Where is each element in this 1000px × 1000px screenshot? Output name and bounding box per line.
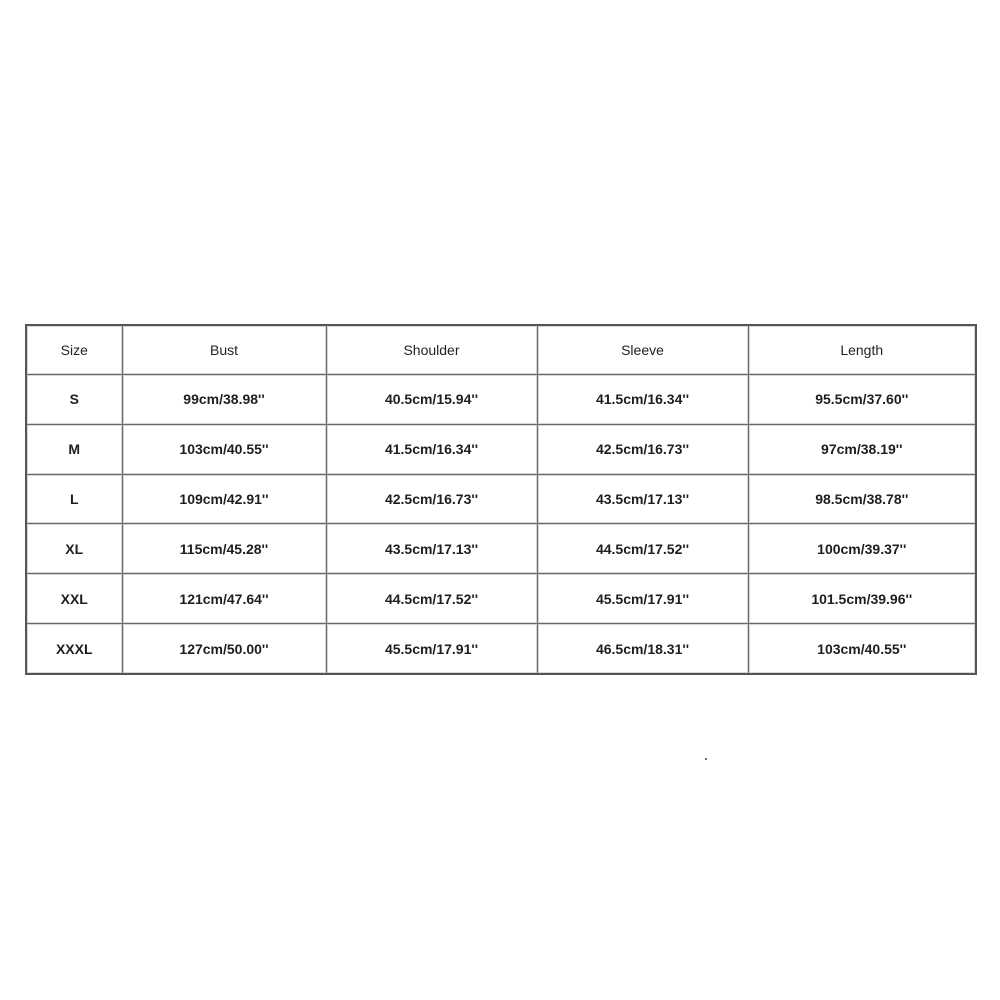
cell-sleeve: 46.5cm/18.31'' — [537, 624, 748, 674]
table-row — [26, 375, 976, 425]
cell-length: 101.5cm/39.96'' — [748, 574, 976, 624]
cell-size: L — [26, 474, 122, 524]
cell-bust: 109cm/42.91'' — [122, 474, 326, 524]
cell-bust: 115cm/45.28'' — [122, 524, 326, 574]
cell-bust: 99cm/38.98'' — [122, 375, 326, 425]
cell-sleeve: 42.5cm/16.73'' — [537, 424, 748, 474]
header-shoulder: Shoulder — [326, 325, 537, 375]
cell-size: XL — [26, 524, 122, 574]
cell-sleeve: 41.5cm/16.34'' — [537, 375, 748, 425]
table-row — [26, 474, 976, 524]
header-bust: Bust — [122, 325, 326, 375]
header-length: Length — [748, 325, 976, 375]
cell-length: 97cm/38.19'' — [748, 424, 976, 474]
cell-size: XXL — [26, 574, 122, 624]
cell-length: 100cm/39.37'' — [748, 524, 976, 574]
cell-size: M — [26, 424, 122, 474]
header-sleeve: Sleeve — [537, 325, 748, 375]
cell-size: S — [26, 375, 122, 425]
table-row — [26, 574, 976, 624]
cell-length: 98.5cm/38.78'' — [748, 474, 976, 524]
cell-shoulder: 43.5cm/17.13'' — [326, 524, 537, 574]
table-row — [26, 424, 976, 474]
cell-size: XXXL — [26, 624, 122, 674]
cell-bust: 127cm/50.00'' — [122, 624, 326, 674]
stray-dot — [705, 758, 707, 760]
cell-shoulder: 40.5cm/15.94'' — [326, 375, 537, 425]
cell-sleeve: 44.5cm/17.52'' — [537, 524, 748, 574]
size-chart-table — [25, 324, 977, 675]
cell-sleeve: 43.5cm/17.13'' — [537, 474, 748, 524]
table-row — [26, 524, 976, 574]
cell-shoulder: 42.5cm/16.73'' — [326, 474, 537, 524]
cell-sleeve: 45.5cm/17.91'' — [537, 574, 748, 624]
cell-length: 95.5cm/37.60'' — [748, 375, 976, 425]
cell-length: 103cm/40.55'' — [748, 624, 976, 674]
cell-shoulder: 45.5cm/17.91'' — [326, 624, 537, 674]
cell-bust: 121cm/47.64'' — [122, 574, 326, 624]
header-row — [26, 325, 976, 375]
cell-bust: 103cm/40.55'' — [122, 424, 326, 474]
header-size: Size — [26, 325, 122, 375]
cell-shoulder: 44.5cm/17.52'' — [326, 574, 537, 624]
cell-shoulder: 41.5cm/16.34'' — [326, 424, 537, 474]
table-row — [26, 624, 976, 674]
